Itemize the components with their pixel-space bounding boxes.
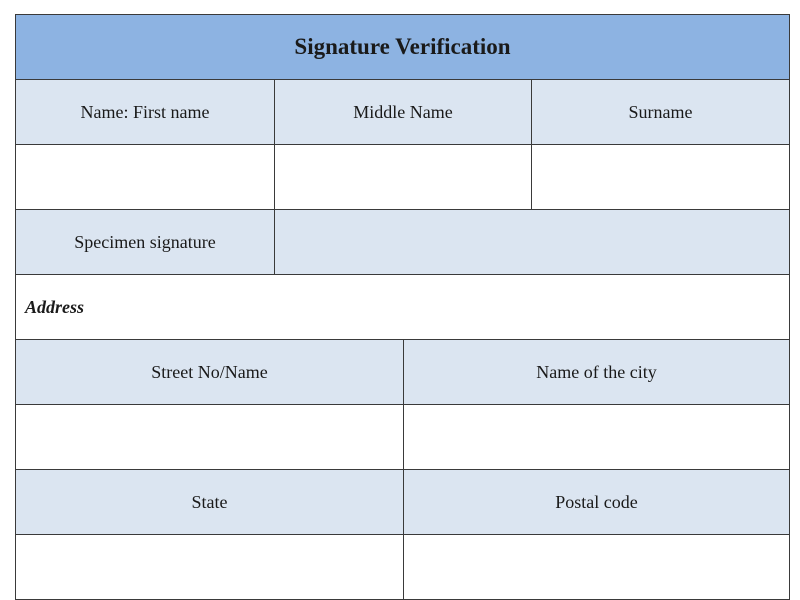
first-name-header: Name: First name <box>16 80 275 144</box>
city-field[interactable] <box>404 405 789 469</box>
surname-header: Surname <box>628 101 693 122</box>
street-field[interactable] <box>16 405 404 469</box>
address-input-row-2 <box>16 535 789 600</box>
city-header: Name of the city <box>536 361 657 382</box>
middle-name-header: Middle Name <box>275 80 532 144</box>
title-row <box>16 15 789 80</box>
specimen-signature-field[interactable] <box>275 210 789 274</box>
form-title: Signature Verification <box>294 34 511 59</box>
postal-code-header: Postal code <box>555 491 638 512</box>
name-header-row <box>16 80 789 145</box>
middle-name-field[interactable] <box>275 145 532 209</box>
surname-field[interactable] <box>532 145 789 209</box>
state-header: State <box>16 470 404 534</box>
address-header-row-1 <box>16 340 789 405</box>
first-name-field[interactable] <box>16 145 275 209</box>
address-section-label: Address <box>25 296 85 317</box>
address-header-row-2 <box>16 470 789 535</box>
address-input-row-1 <box>16 405 789 470</box>
name-input-row <box>16 145 789 210</box>
state-field[interactable] <box>16 535 404 599</box>
postal-code-field[interactable] <box>404 535 789 599</box>
street-header: Street No/Name <box>16 340 404 404</box>
specimen-signature-label: Specimen signature <box>16 210 275 274</box>
signature-verification-form <box>15 14 790 600</box>
specimen-row <box>16 210 789 275</box>
address-section-row <box>16 275 789 340</box>
